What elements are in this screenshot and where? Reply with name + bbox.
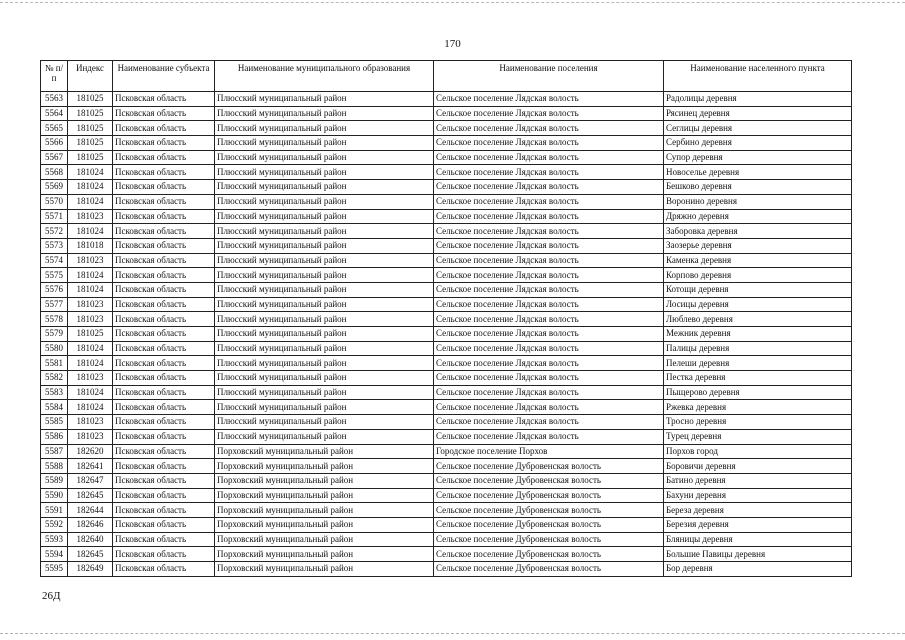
cell-subject: Псковская область xyxy=(113,194,215,209)
cell-subject: Псковская область xyxy=(113,415,215,430)
table-row xyxy=(41,194,852,209)
cell-subject: Псковская область xyxy=(113,180,215,195)
cell-municipality: Плюсский муниципальный район xyxy=(215,136,434,151)
table-row xyxy=(41,136,852,151)
cell-row-number: 5568 xyxy=(41,165,68,180)
table-row xyxy=(41,165,852,180)
cell-municipality: Порховский муниципальный район xyxy=(215,547,434,562)
cell-municipality: Плюсский муниципальный район xyxy=(215,224,434,239)
cell-row-number: 5587 xyxy=(41,444,68,459)
cell-locality: Батино деревня xyxy=(664,473,852,488)
cell-municipality: Плюсский муниципальный район xyxy=(215,253,434,268)
cell-municipality: Плюсский муниципальный район xyxy=(215,385,434,400)
cell-settlement: Сельское поселение Лядская волость xyxy=(434,92,664,107)
cell-municipality: Плюсский муниципальный район xyxy=(215,268,434,283)
cell-row-number: 5594 xyxy=(41,547,68,562)
cell-locality: Межник деревня xyxy=(664,327,852,342)
cell-index: 181024 xyxy=(68,282,113,297)
cell-row-number: 5585 xyxy=(41,415,68,430)
header-index: Индекс xyxy=(68,61,113,92)
cell-row-number: 5579 xyxy=(41,327,68,342)
cell-index: 181023 xyxy=(68,209,113,224)
cell-row-number: 5567 xyxy=(41,150,68,165)
cell-locality: Каменка деревня xyxy=(664,253,852,268)
cell-municipality: Порховский муниципальный район xyxy=(215,503,434,518)
cell-municipality: Плюсский муниципальный район xyxy=(215,429,434,444)
cell-index: 182649 xyxy=(68,562,113,577)
cell-index: 181024 xyxy=(68,356,113,371)
cell-locality: Заозерье деревня xyxy=(664,238,852,253)
table-row xyxy=(41,209,852,224)
table-row xyxy=(41,400,852,415)
cell-row-number: 5572 xyxy=(41,224,68,239)
cell-index: 181024 xyxy=(68,180,113,195)
table-row xyxy=(41,282,852,297)
cell-index: 182641 xyxy=(68,459,113,474)
cell-row-number: 5595 xyxy=(41,562,68,577)
header-row xyxy=(41,61,852,92)
cell-settlement: Сельское поселение Лядская волость xyxy=(434,400,664,415)
cell-index: 182646 xyxy=(68,517,113,532)
cell-subject: Псковская область xyxy=(113,121,215,136)
cell-index: 181024 xyxy=(68,224,113,239)
cell-locality: Супор деревня xyxy=(664,150,852,165)
scan-edge-bottom xyxy=(0,633,905,634)
table-row xyxy=(41,297,852,312)
cell-row-number: 5592 xyxy=(41,517,68,532)
table-row xyxy=(41,473,852,488)
cell-subject: Псковская область xyxy=(113,341,215,356)
cell-municipality: Плюсский муниципальный район xyxy=(215,106,434,121)
table-row xyxy=(41,312,852,327)
table-row xyxy=(41,444,852,459)
cell-index: 182640 xyxy=(68,532,113,547)
cell-locality: Корпово деревня xyxy=(664,268,852,283)
cell-subject: Псковская область xyxy=(113,400,215,415)
cell-subject: Псковская область xyxy=(113,224,215,239)
cell-locality: Палицы деревня xyxy=(664,341,852,356)
cell-locality: Порхов город xyxy=(664,444,852,459)
settlements-table xyxy=(40,60,852,577)
cell-locality: Береза деревня xyxy=(664,503,852,518)
cell-subject: Псковская область xyxy=(113,312,215,327)
cell-row-number: 5588 xyxy=(41,459,68,474)
cell-locality: Турец деревня xyxy=(664,429,852,444)
cell-index: 181025 xyxy=(68,92,113,107)
cell-settlement: Сельское поселение Лядская волость xyxy=(434,209,664,224)
cell-municipality: Плюсский муниципальный район xyxy=(215,165,434,180)
cell-locality: Новоселье деревня xyxy=(664,165,852,180)
cell-settlement: Городское поселение Порхов xyxy=(434,444,664,459)
header-settlement: Наименование поселения xyxy=(434,61,664,92)
cell-row-number: 5565 xyxy=(41,121,68,136)
cell-subject: Псковская область xyxy=(113,268,215,283)
cell-subject: Псковская область xyxy=(113,92,215,107)
cell-subject: Псковская область xyxy=(113,297,215,312)
cell-municipality: Плюсский муниципальный район xyxy=(215,238,434,253)
cell-municipality: Плюсский муниципальный район xyxy=(215,297,434,312)
cell-locality: Ржевка деревня xyxy=(664,400,852,415)
cell-index: 181023 xyxy=(68,297,113,312)
cell-index: 182644 xyxy=(68,503,113,518)
scan-edge-top xyxy=(0,2,905,3)
cell-municipality: Плюсский муниципальный район xyxy=(215,92,434,107)
cell-settlement: Сельское поселение Дубровенская волость xyxy=(434,473,664,488)
cell-municipality: Плюсский муниципальный район xyxy=(215,282,434,297)
cell-index: 181024 xyxy=(68,165,113,180)
cell-settlement: Сельское поселение Лядская волость xyxy=(434,356,664,371)
footer-code: 26Д xyxy=(42,590,61,602)
cell-locality: Воронино деревня xyxy=(664,194,852,209)
cell-row-number: 5589 xyxy=(41,473,68,488)
cell-locality: Пыщерово деревня xyxy=(664,385,852,400)
cell-settlement: Сельское поселение Дубровенская волость xyxy=(434,503,664,518)
cell-settlement: Сельское поселение Лядская волость xyxy=(434,121,664,136)
cell-row-number: 5574 xyxy=(41,253,68,268)
cell-settlement: Сельское поселение Лядская волость xyxy=(434,224,664,239)
cell-settlement: Сельское поселение Лядская волость xyxy=(434,253,664,268)
cell-subject: Псковская область xyxy=(113,562,215,577)
cell-row-number: 5584 xyxy=(41,400,68,415)
cell-subject: Псковская область xyxy=(113,238,215,253)
cell-subject: Псковская область xyxy=(113,150,215,165)
table-row xyxy=(41,459,852,474)
table-row xyxy=(41,268,852,283)
cell-row-number: 5575 xyxy=(41,268,68,283)
cell-index: 181025 xyxy=(68,136,113,151)
cell-locality: Бахуни деревня xyxy=(664,488,852,503)
cell-settlement: Сельское поселение Лядская волость xyxy=(434,341,664,356)
cell-locality: Пелеши деревня xyxy=(664,356,852,371)
cell-subject: Псковская область xyxy=(113,282,215,297)
cell-locality: Рясинец деревня xyxy=(664,106,852,121)
cell-row-number: 5590 xyxy=(41,488,68,503)
cell-locality: Котощи деревня xyxy=(664,282,852,297)
cell-settlement: Сельское поселение Лядская волость xyxy=(434,415,664,430)
header-locality: Наименование населенного пункта xyxy=(664,61,852,92)
cell-subject: Псковская область xyxy=(113,209,215,224)
cell-row-number: 5578 xyxy=(41,312,68,327)
cell-locality: Бешково деревня xyxy=(664,180,852,195)
cell-row-number: 5581 xyxy=(41,356,68,371)
table-row xyxy=(41,92,852,107)
header-row-number: № п/п xyxy=(41,61,68,92)
cell-index: 181023 xyxy=(68,312,113,327)
table-row xyxy=(41,106,852,121)
cell-settlement: Сельское поселение Лядская волость xyxy=(434,150,664,165)
cell-row-number: 5582 xyxy=(41,371,68,386)
cell-settlement: Сельское поселение Дубровенская волость xyxy=(434,517,664,532)
cell-index: 181025 xyxy=(68,106,113,121)
cell-municipality: Порховский муниципальный район xyxy=(215,459,434,474)
table-row xyxy=(41,503,852,518)
cell-municipality: Плюсский муниципальный район xyxy=(215,341,434,356)
cell-subject: Псковская область xyxy=(113,385,215,400)
cell-municipality: Плюсский муниципальный район xyxy=(215,180,434,195)
cell-municipality: Плюсский муниципальный район xyxy=(215,356,434,371)
cell-municipality: Плюсский муниципальный район xyxy=(215,312,434,327)
cell-settlement: Сельское поселение Лядская волость xyxy=(434,385,664,400)
cell-index: 182645 xyxy=(68,547,113,562)
cell-locality: Большие Павицы деревня xyxy=(664,547,852,562)
cell-settlement: Сельское поселение Лядская волость xyxy=(434,297,664,312)
cell-locality: Лосицы деревня xyxy=(664,297,852,312)
cell-row-number: 5564 xyxy=(41,106,68,121)
cell-row-number: 5583 xyxy=(41,385,68,400)
header-municipality: Наименование муниципального образования xyxy=(215,61,434,92)
cell-locality: Боровичи деревня xyxy=(664,459,852,474)
cell-settlement: Сельское поселение Лядская волость xyxy=(434,327,664,342)
cell-index: 181025 xyxy=(68,121,113,136)
table-row xyxy=(41,532,852,547)
cell-municipality: Порховский муниципальный район xyxy=(215,488,434,503)
cell-index: 181023 xyxy=(68,371,113,386)
cell-municipality: Плюсский муниципальный район xyxy=(215,150,434,165)
cell-subject: Псковская область xyxy=(113,459,215,474)
cell-subject: Псковская область xyxy=(113,165,215,180)
table-row xyxy=(41,238,852,253)
cell-settlement: Сельское поселение Лядская волость xyxy=(434,180,664,195)
cell-locality: Радолицы деревня xyxy=(664,92,852,107)
table-row xyxy=(41,385,852,400)
cell-municipality: Плюсский муниципальный район xyxy=(215,194,434,209)
cell-municipality: Порховский муниципальный район xyxy=(215,473,434,488)
cell-settlement: Сельское поселение Лядская волость xyxy=(434,106,664,121)
cell-index: 181024 xyxy=(68,268,113,283)
cell-settlement: Сельское поселение Дубровенская волость xyxy=(434,562,664,577)
cell-row-number: 5571 xyxy=(41,209,68,224)
cell-row-number: 5566 xyxy=(41,136,68,151)
cell-subject: Псковская область xyxy=(113,547,215,562)
cell-settlement: Сельское поселение Лядская волость xyxy=(434,194,664,209)
table-row xyxy=(41,488,852,503)
cell-row-number: 5569 xyxy=(41,180,68,195)
cell-row-number: 5580 xyxy=(41,341,68,356)
table-row xyxy=(41,327,852,342)
cell-subject: Псковская область xyxy=(113,503,215,518)
cell-subject: Псковская область xyxy=(113,106,215,121)
table-row xyxy=(41,224,852,239)
cell-row-number: 5573 xyxy=(41,238,68,253)
table-row xyxy=(41,371,852,386)
table-body xyxy=(41,92,852,577)
cell-index: 181023 xyxy=(68,429,113,444)
cell-subject: Псковская область xyxy=(113,532,215,547)
cell-row-number: 5591 xyxy=(41,503,68,518)
cell-row-number: 5570 xyxy=(41,194,68,209)
cell-index: 181024 xyxy=(68,385,113,400)
cell-row-number: 5586 xyxy=(41,429,68,444)
table-row xyxy=(41,429,852,444)
cell-index: 182647 xyxy=(68,473,113,488)
cell-subject: Псковская область xyxy=(113,429,215,444)
table-row xyxy=(41,121,852,136)
table-row xyxy=(41,547,852,562)
cell-municipality: Плюсский муниципальный район xyxy=(215,209,434,224)
table-header xyxy=(41,61,852,92)
table-row xyxy=(41,356,852,371)
cell-subject: Псковская область xyxy=(113,473,215,488)
cell-subject: Псковская область xyxy=(113,444,215,459)
cell-index: 181024 xyxy=(68,194,113,209)
cell-row-number: 5576 xyxy=(41,282,68,297)
cell-municipality: Порховский муниципальный район xyxy=(215,517,434,532)
cell-settlement: Сельское поселение Дубровенская волость xyxy=(434,532,664,547)
cell-municipality: Плюсский муниципальный район xyxy=(215,371,434,386)
cell-settlement: Сельское поселение Лядская волость xyxy=(434,282,664,297)
cell-municipality: Порховский муниципальный район xyxy=(215,532,434,547)
cell-index: 182645 xyxy=(68,488,113,503)
table-row xyxy=(41,341,852,356)
table-row xyxy=(41,562,852,577)
cell-municipality: Плюсский муниципальный район xyxy=(215,400,434,415)
cell-row-number: 5563 xyxy=(41,92,68,107)
cell-subject: Псковская область xyxy=(113,327,215,342)
cell-index: 181018 xyxy=(68,238,113,253)
cell-subject: Псковская область xyxy=(113,488,215,503)
table-row xyxy=(41,415,852,430)
cell-subject: Псковская область xyxy=(113,371,215,386)
cell-locality: Сеглицы деревня xyxy=(664,121,852,136)
cell-municipality: Плюсский муниципальный район xyxy=(215,415,434,430)
cell-subject: Псковская область xyxy=(113,356,215,371)
cell-settlement: Сельское поселение Дубровенская волость xyxy=(434,547,664,562)
table-row xyxy=(41,150,852,165)
cell-row-number: 5577 xyxy=(41,297,68,312)
table-row xyxy=(41,517,852,532)
cell-subject: Псковская область xyxy=(113,136,215,151)
cell-index: 181025 xyxy=(68,150,113,165)
cell-locality: Тросно деревня xyxy=(664,415,852,430)
cell-index: 181024 xyxy=(68,341,113,356)
cell-locality: Сербино деревня xyxy=(664,136,852,151)
cell-settlement: Сельское поселение Лядская волость xyxy=(434,165,664,180)
cell-municipality: Плюсский муниципальный район xyxy=(215,327,434,342)
cell-locality: Березия деревня xyxy=(664,517,852,532)
cell-settlement: Сельское поселение Лядская волость xyxy=(434,371,664,386)
cell-locality: Бляницы деревня xyxy=(664,532,852,547)
header-subject: Наименование субъекта xyxy=(113,61,215,92)
cell-settlement: Сельское поселение Лядская волость xyxy=(434,429,664,444)
cell-locality: Пестка деревня xyxy=(664,371,852,386)
cell-municipality: Порховский муниципальный район xyxy=(215,562,434,577)
cell-settlement: Сельское поселение Лядская волость xyxy=(434,238,664,253)
cell-row-number: 5593 xyxy=(41,532,68,547)
cell-locality: Заборовка деревня xyxy=(664,224,852,239)
table-row xyxy=(41,180,852,195)
cell-settlement: Сельское поселение Дубровенская волость xyxy=(434,488,664,503)
cell-index: 181025 xyxy=(68,327,113,342)
cell-settlement: Сельское поселение Лядская волость xyxy=(434,136,664,151)
cell-locality: Дряжно деревня xyxy=(664,209,852,224)
cell-settlement: Сельское поселение Дубровенская волость xyxy=(434,459,664,474)
cell-index: 181023 xyxy=(68,253,113,268)
cell-settlement: Сельское поселение Лядская волость xyxy=(434,268,664,283)
page-number: 170 xyxy=(444,38,461,50)
cell-municipality: Плюсский муниципальный район xyxy=(215,121,434,136)
table-row xyxy=(41,253,852,268)
cell-locality: Люблево деревня xyxy=(664,312,852,327)
cell-locality: Бор деревня xyxy=(664,562,852,577)
cell-settlement: Сельское поселение Лядская волость xyxy=(434,312,664,327)
cell-subject: Псковская область xyxy=(113,517,215,532)
cell-index: 181023 xyxy=(68,415,113,430)
cell-municipality: Порховский муниципальный район xyxy=(215,444,434,459)
cell-index: 182620 xyxy=(68,444,113,459)
cell-subject: Псковская область xyxy=(113,253,215,268)
cell-index: 181024 xyxy=(68,400,113,415)
